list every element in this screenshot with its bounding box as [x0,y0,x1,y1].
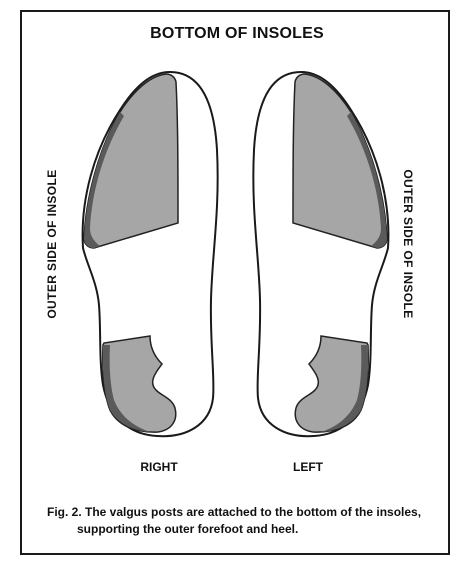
caption-line-1: Fig. 2. The valgus posts are attached to the bottom of the insoles, [47,505,422,519]
left-foot-label: LEFT [293,460,323,474]
outer-side-label-left: OUTER SIDE OF INSOLE [45,169,59,319]
figure-title: BOTTOM OF INSOLES [150,25,324,42]
outer-side-label-right: OUTER SIDE OF INSOLE [401,169,415,319]
figure-caption [47,504,447,538]
right-forefoot-post [84,74,178,248]
caption-line-2: supporting the outer forefoot and heel. [77,522,299,536]
left-forefoot-post [293,74,387,248]
right-foot-label: RIGHT [140,460,178,474]
right-insole [83,72,218,436]
left-insole [253,72,388,436]
